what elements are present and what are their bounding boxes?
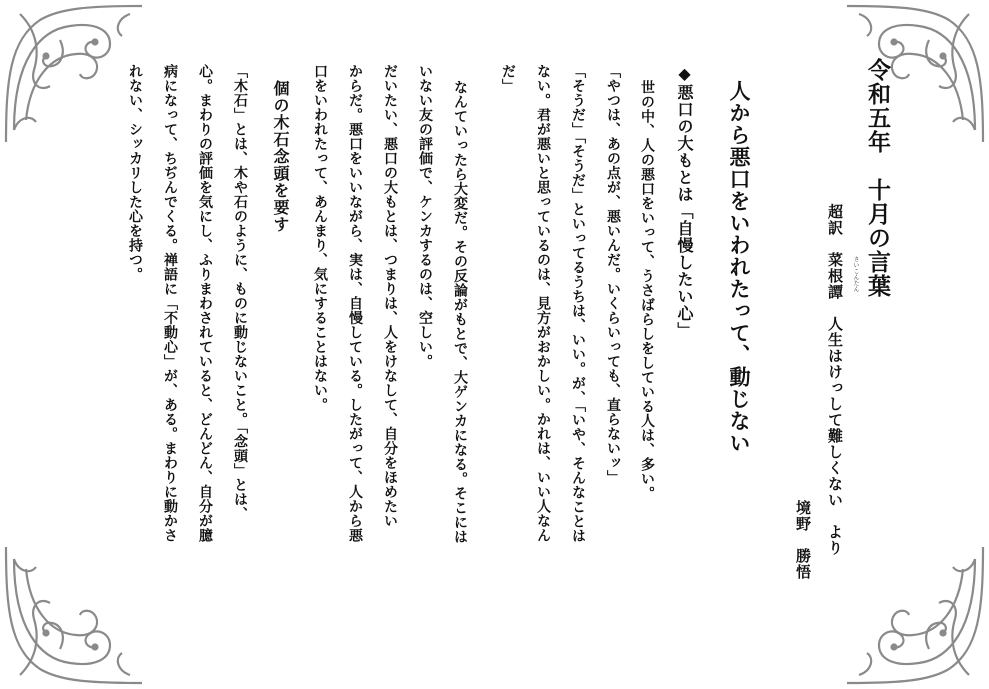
body-line: 「やつは、あの点が、悪いんだ。いくらいっても、直らないッ」: [605, 64, 621, 485]
body-line: れない、シッカリした心を持つ。: [127, 64, 143, 282]
book-label-wrap: [827, 204, 842, 556]
main-title: 人から悪口をいわれたって、動じない: [727, 80, 752, 454]
body-line: 心。まわりの評価を気にし、ふりまわされていると、どんどん、自分が臆: [197, 64, 213, 543]
corner-flourish-icon: [0, 539, 150, 689]
body-line: 世の中、人の悪口をいって、うさばらしをしている人は、多い。: [639, 80, 655, 501]
month-title: 令和五年 十月の言葉: [864, 58, 891, 298]
section-heading: ◆悪口の大もとは「自慢したい心」: [675, 64, 694, 339]
body-line: だ」: [500, 64, 516, 93]
body-line: からだ。悪口をいいながら、実は、自慢している。したがって、人から悪: [347, 64, 363, 543]
body-line: 口をいわれたって、あんまり、気にすることはない。: [312, 64, 328, 412]
book-label: 超訳 菜根譚 人生はけっして難しくない より: [826, 204, 844, 556]
book-ruby: さいこんたん: [852, 256, 859, 292]
section-heading: 個の木石念頭を要す: [271, 80, 290, 233]
body-line: だいたい、悪口の大もとは、つまりは、人をけなして、自分をほめたい: [382, 64, 398, 528]
body-line: いない友の評価で、ケンカするのは、空しい。: [417, 64, 433, 369]
author-name: 境野 勝悟: [794, 500, 812, 580]
corner-flourish-icon: [839, 0, 989, 150]
body-line: 「木石」とは、木や石のように、ものに動じないこと。「念頭」とは、: [232, 64, 248, 521]
body-line: ない。君が悪いと思っているのは、見方がおかしい。かれは、いい人なん: [535, 64, 551, 543]
body-line: 病になって、ちぢんでくる。禅語に「不動心」が、ある。まわりに動かさ: [162, 64, 178, 543]
body-line: 「そうだ」「そうだ」といってるうちは、いい。が、「いや、そんなことは: [570, 64, 586, 543]
body-line: なんていったら大変だ。その反論がもとで、大ゲンカになる。そこには: [452, 80, 468, 544]
corner-flourish-icon: [839, 539, 989, 689]
